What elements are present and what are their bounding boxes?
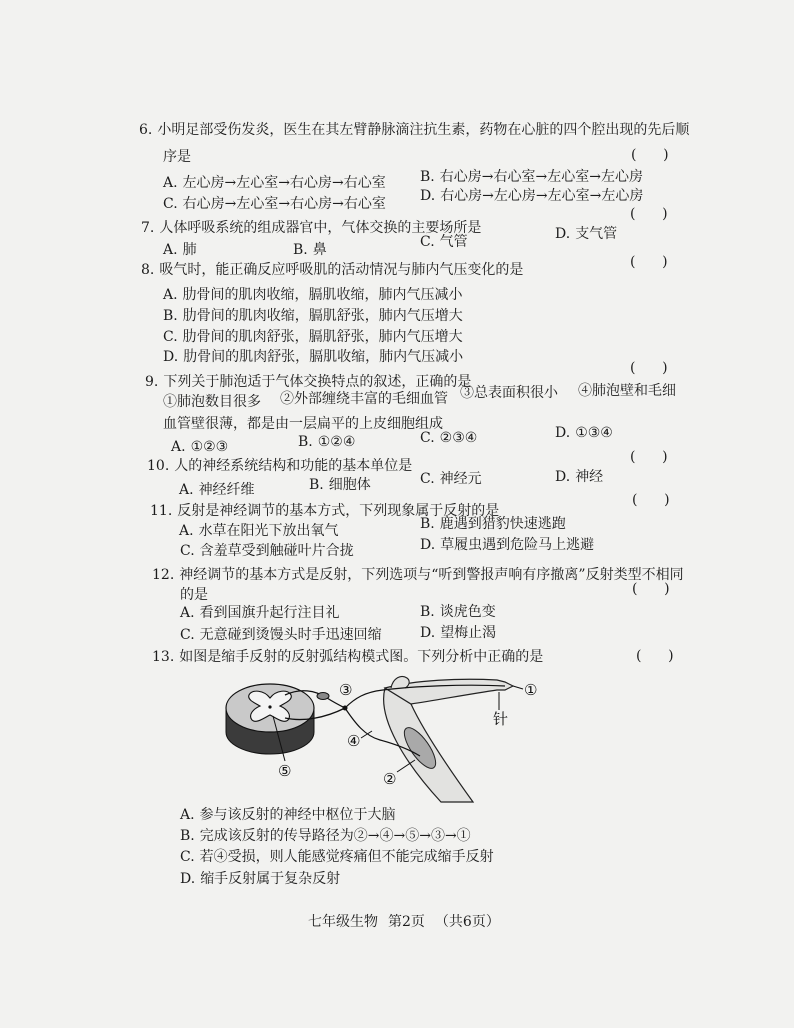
question-13-option-b [180, 826, 471, 846]
option-label: D. [163, 349, 179, 365]
label-2-effector: ② [383, 770, 397, 788]
question-9-answer-blank: ( ) [630, 360, 668, 376]
question-12-option-d [420, 623, 496, 643]
question-6-option-a [163, 173, 386, 193]
question-13-option-d [180, 869, 340, 889]
elbow-bend [391, 676, 409, 688]
option-label: C. [420, 430, 435, 446]
question-number: 10. [147, 458, 170, 474]
option-text: 肋骨间的肌肉舒张，膈肌舒张，肺内气压增大 [182, 329, 463, 345]
option-label: D. [555, 425, 571, 441]
question-12-option-a [180, 603, 340, 623]
option-label: C. [163, 329, 178, 345]
option-label: B. [420, 169, 435, 185]
option-label: A. [180, 605, 195, 621]
option-label: A. [163, 175, 178, 191]
option-label: B. [298, 434, 313, 450]
question-6-stem-line-2: 序是 [163, 149, 191, 165]
question-stem-text: 如图是缩手反射的反射弧结构模式图。下列分析中正确的是 [179, 649, 544, 665]
option-label: B. [180, 828, 195, 844]
question-13-stem [152, 647, 543, 667]
question-8-answer-blank: ( ) [630, 254, 668, 270]
question-9-option-a [171, 437, 228, 457]
question-6-answer-blank: ( ) [631, 147, 669, 163]
question-8-option-d [163, 347, 463, 367]
option-label: B. [309, 477, 324, 493]
option-label: C. [163, 196, 178, 212]
question-13-answer-blank: ( ) [636, 648, 674, 664]
reflex-arc-figure [215, 668, 560, 813]
question-number: 8. [141, 262, 155, 278]
question-11-option-d [420, 535, 594, 555]
question-10-option-b [309, 475, 371, 495]
option-label: C. [180, 627, 195, 643]
option-text: 细胞体 [328, 477, 371, 493]
question-9-option-b [298, 432, 355, 452]
question-stem-text: 神经调节的基本方式是反射，下列选项与“听到警报声响有序撤离”反射类型不相同 [179, 567, 684, 583]
question-number: 11. [150, 503, 173, 519]
question-12-stem-line-2: 的是 [180, 587, 208, 603]
question-9-statement-3: ③总表面积很小 [460, 385, 558, 401]
option-text: 右心房→左心室→右心房→右心室 [182, 196, 386, 212]
question-6-option-b [420, 167, 643, 187]
question-number: 12. [152, 567, 175, 583]
option-text: 鹿遇到猎豹快速逃跑 [439, 516, 566, 532]
option-text: 缩手反射属于复杂反射 [200, 871, 341, 887]
option-text: 鼻 [312, 242, 327, 258]
question-number: 9. [145, 374, 159, 390]
option-label: B. [293, 242, 308, 258]
dorsal-root-ganglion [317, 693, 329, 700]
footer-page-number: 第2页 [388, 914, 425, 930]
question-number: 6. [139, 122, 153, 138]
question-6-stem-line-1 [139, 120, 689, 140]
option-label: B. [420, 516, 435, 532]
option-text: 肋骨间的肌肉舒张，膈肌收缩，肺内气压减小 [183, 349, 464, 365]
question-7-option-b [293, 240, 327, 260]
option-text: 右心房→右心室→左心室→左心房 [439, 169, 643, 185]
question-9-statement-2: ②外部缠绕丰富的毛细血管 [280, 391, 448, 407]
option-label: A. [163, 242, 178, 258]
label-3-sensory-nerve: ③ [339, 681, 353, 699]
question-13-option-c [180, 847, 494, 867]
question-7-option-c [420, 232, 468, 252]
option-text: ①②③ [190, 439, 229, 455]
question-stem-text: 人的神经系统结构和功能的基本单位是 [174, 458, 413, 474]
question-10-option-c [420, 469, 482, 489]
question-9-statement-1: ①肺泡数目很多 [163, 394, 261, 410]
footer-total-pages: （共6页） [434, 914, 500, 930]
option-text: ②③④ [439, 430, 478, 446]
central-canal [268, 705, 271, 708]
option-label: B. [163, 308, 178, 324]
option-text: 望梅止渴 [440, 625, 497, 641]
option-label: C. [180, 543, 195, 559]
question-12-stem-line-1 [152, 565, 684, 585]
question-12-answer-blank: ( ) [632, 581, 670, 597]
label-needle: 针 [493, 710, 509, 728]
option-text: ①③④ [575, 425, 613, 441]
label-1-leader [513, 686, 523, 689]
option-text: 肋骨间的肌肉收缩，膈肌收缩，肺内气压减小 [182, 287, 463, 303]
question-10-stem [147, 456, 412, 476]
question-8-option-c [163, 327, 463, 347]
question-7-option-a [163, 240, 197, 260]
question-8-stem [141, 260, 523, 280]
option-label: A. [179, 482, 194, 498]
option-text: 左心房→左心室→右心房→右心室 [182, 175, 386, 191]
question-11-option-b [420, 514, 566, 534]
question-13-option-a [180, 805, 396, 825]
question-6-option-c [163, 194, 386, 214]
option-text: 气管 [439, 234, 468, 250]
question-9-option-c [420, 428, 477, 448]
question-9-option-d [555, 423, 613, 443]
option-text: 无意碰到烫馒头时手迅速回缩 [199, 627, 382, 643]
option-text: 看到国旗升起行注目礼 [199, 605, 340, 621]
page-footer [308, 912, 510, 932]
question-7-answer-blank: ( ) [630, 206, 668, 222]
option-text: 神经元 [439, 471, 482, 487]
question-7-option-d [555, 224, 617, 244]
question-stem-text: 反射是神经调节的基本方式，下列现象属于反射的是 [177, 503, 500, 519]
question-8-option-b [163, 306, 463, 326]
option-label: C. [180, 849, 195, 865]
footer-subject: 七年级生物 [308, 914, 378, 930]
option-text: 肺 [182, 242, 197, 258]
option-label: D. [555, 226, 571, 242]
option-text: 谈虎色变 [439, 604, 496, 620]
option-label: D. [555, 469, 571, 485]
question-stem-text: 吸气时，能正确反应呼吸肌的活动情况与肺内气压变化的是 [159, 262, 524, 278]
option-text: 草履虫遇到危险马上逃避 [440, 537, 595, 553]
question-number: 7. [141, 220, 155, 236]
option-text: 肋骨间的肌肉收缩，膈肌舒张，肺内气压增大 [182, 308, 463, 324]
option-text: ①②④ [317, 434, 356, 450]
option-label: D. [180, 871, 196, 887]
question-11-option-a [179, 521, 339, 541]
option-label: D. [420, 188, 436, 204]
option-label: A. [163, 287, 178, 303]
label-4-leader [361, 731, 372, 738]
option-label: A. [179, 523, 194, 539]
option-label: A. [171, 439, 186, 455]
option-label: C. [420, 471, 435, 487]
label-4-motor-nerve: ④ [347, 732, 361, 750]
question-stem-text: 人体呼吸系统的组成器官中，气体交换的主要场所是 [159, 220, 482, 236]
question-11-answer-blank: ( ) [632, 492, 670, 508]
question-stem-text: 小明足部受伤发炎，医生在其左臂静脉滴注抗生素，药物在心脏的四个腔出现的先后顺 [157, 122, 690, 138]
question-11-option-c [180, 541, 354, 561]
label-1-receptor: ① [524, 681, 538, 699]
question-10-answer-blank: ( ) [630, 449, 668, 465]
question-9-statement-4: ④肺泡壁和毛细 [578, 383, 676, 399]
question-8-option-a [163, 285, 463, 305]
label-5-nerve-center: ⑤ [278, 762, 292, 780]
option-text: 含羞草受到触碰叶片合拢 [199, 543, 354, 559]
option-text: 水草在阳光下放出氧气 [198, 523, 339, 539]
question-12-option-b [420, 602, 496, 622]
option-label: D. [420, 625, 436, 641]
question-10-option-d [555, 467, 603, 487]
option-label: A. [180, 807, 195, 823]
option-text: 若④受损，则人能感觉疼痛但不能完成缩手反射 [199, 849, 494, 865]
question-12-option-c [180, 625, 382, 645]
option-label: B. [420, 604, 435, 620]
option-text: 右心房→左心房→左心室→左心房 [440, 188, 644, 204]
question-6-option-d [420, 186, 643, 206]
question-10-option-a [179, 480, 255, 500]
question-stem-text: 下列关于肺泡适于气体交换特点的叙述，正确的是 [163, 374, 472, 390]
question-number: 13. [152, 649, 175, 665]
option-text: 神经 [575, 469, 604, 485]
option-text: 神经纤维 [198, 482, 255, 498]
question-9-statement-4-continued: 血管壁很薄，都是由一层扁平的上皮细胞组成 [163, 416, 443, 432]
option-text: 参与该反射的神经中枢位于大脑 [199, 807, 396, 823]
option-label: D. [420, 537, 436, 553]
option-text: 支气管 [575, 226, 618, 242]
option-text: 完成该反射的传导路径为②→④→⑤→③→① [199, 828, 471, 844]
option-label: C. [420, 234, 435, 250]
